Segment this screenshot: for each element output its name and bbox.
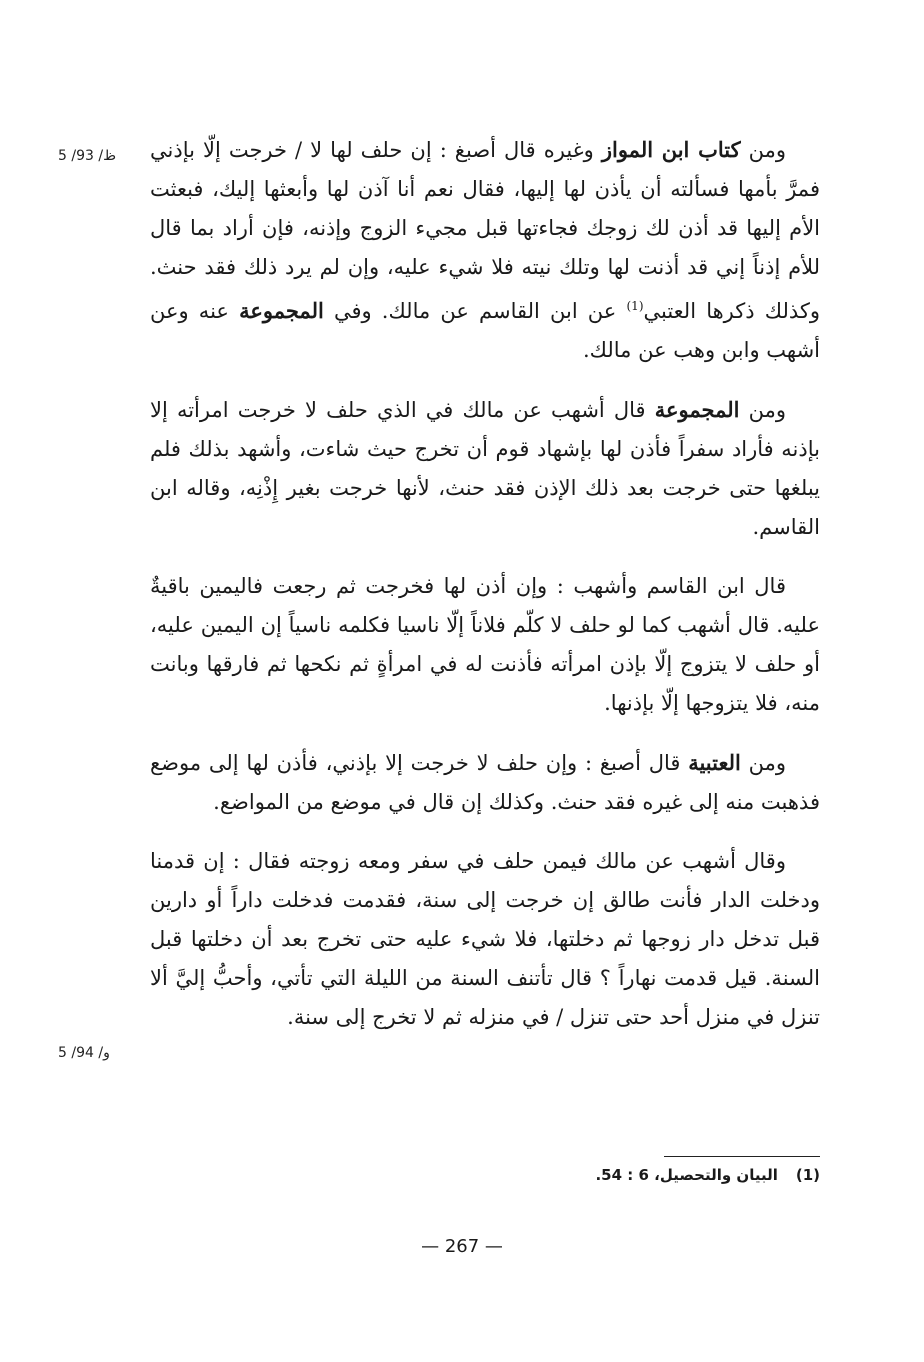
paragraph-text: ومن — [740, 138, 786, 162]
paragraph — [150, 842, 820, 1037]
book-title-reference: المجموعة — [239, 298, 324, 323]
paragraph-text: قال أشهب عن مالك في الذي حلف لا خرجت امرأته إلا بإذنه فأراد سفراً فأذن لها بإشهاد قوم أن تخرج حيث شاءت، وأشهد بذلك فلم يبلغها حتى خرجت بعد ذلك الإذن فقد حنث، لأنها خرجت بغير إِذْنِه، وقاله ابن القاسم. — [150, 398, 820, 539]
paragraph-text: قال أصبغ : وإن حلف لا خرجت إلا بإذني، فأذن لها إلى موضع فذهبت منه إلى غيره فقد حنث. وكذلك إن قال في موضع من المواضع. — [150, 751, 820, 814]
footnote-divider — [664, 1156, 820, 1157]
paragraph — [150, 567, 820, 723]
paragraph-text: ومن — [740, 751, 786, 775]
paragraph-text: وغيره قال أصبغ : إن حلف لها لا / خرجت إلّا بإذني فمرَّ بأمها فسألته أن يأذن لها إليها، فقال نعم أنا آذن لها وأبعثها إليك، فبعثت الأم إليها قد أذن لك زوجك فجاءتها قبل مجيء الزوج وإذنه، فإن أراد بما قال للأم إذناً إني قد أذنت لها وتلك نيته فلا شيء عليه، وإن لم يرد ذلك فقد حنث. وكذلك ذكرها العتبي — [150, 138, 821, 323]
footnote-marker: (1) — [626, 299, 644, 313]
paragraph-text: ومن — [739, 398, 786, 422]
paragraph — [150, 130, 820, 370]
marginal-folio-note: 5 /94 /و — [58, 1045, 110, 1061]
paragraph-text: عنه وعن أشهب وابن وهب عن مالك. — [150, 299, 820, 362]
footnote-number: (1) — [795, 1166, 820, 1184]
book-title-reference: المجموعة — [654, 397, 740, 422]
footnote-text: البيان والتحصيل، 6 : 54. — [595, 1166, 778, 1184]
paragraph — [150, 390, 820, 547]
paragraph-text: وقال أشهب عن مالك فيمن حلف في سفر ومعه زوجته فقال : إن قدمنا ودخلت الدار فأنت طالق إن خرجت إلى سنة، فقدمت فدخلت داراً أو دارين قبل تدخل دار زوجها ثم دخلتها، فلا شيء عليه حتى تخرج بعد أن دخلتها قبل السنة. قيل قدمت نهاراً ؟ قال تأتنف السنة من الليلة التي تأتي، وأحبُّ إليَّ ألا تنزل في منزل أحد حتى تنزل / في منزله ثم لا تخرج إلى سنة. — [150, 849, 820, 1029]
marginal-folio-note: 5 /93 /ظ — [58, 148, 117, 164]
book-title-reference: كتاب ابن المواز — [601, 137, 741, 162]
book-title-reference: العتبية — [688, 750, 741, 775]
paragraph-text: قال ابن القاسم وأشهب : وإن أذن لها فخرجت ثم رجعت فاليمين باقيةٌ عليه. قال أشهب كما لو حلف لا كلّم فلاناً إلّا ناسيا فكلمه ناسياً إن اليمين عليه، أو حلف لا يتزوج إلّا بإذن امرأته فأذنت له في امرأةٍ ثم نكحها ثم فارقها وبانت منه، فلا يتزوجها إلّا بإذنها. — [150, 574, 820, 715]
paragraph-text: عن ابن القاسم عن مالك. وفي — [323, 299, 627, 323]
paragraph — [150, 743, 820, 822]
page-number: — 267 — — [421, 1236, 503, 1257]
footnote — [595, 1166, 820, 1184]
main-text — [150, 130, 820, 1037]
